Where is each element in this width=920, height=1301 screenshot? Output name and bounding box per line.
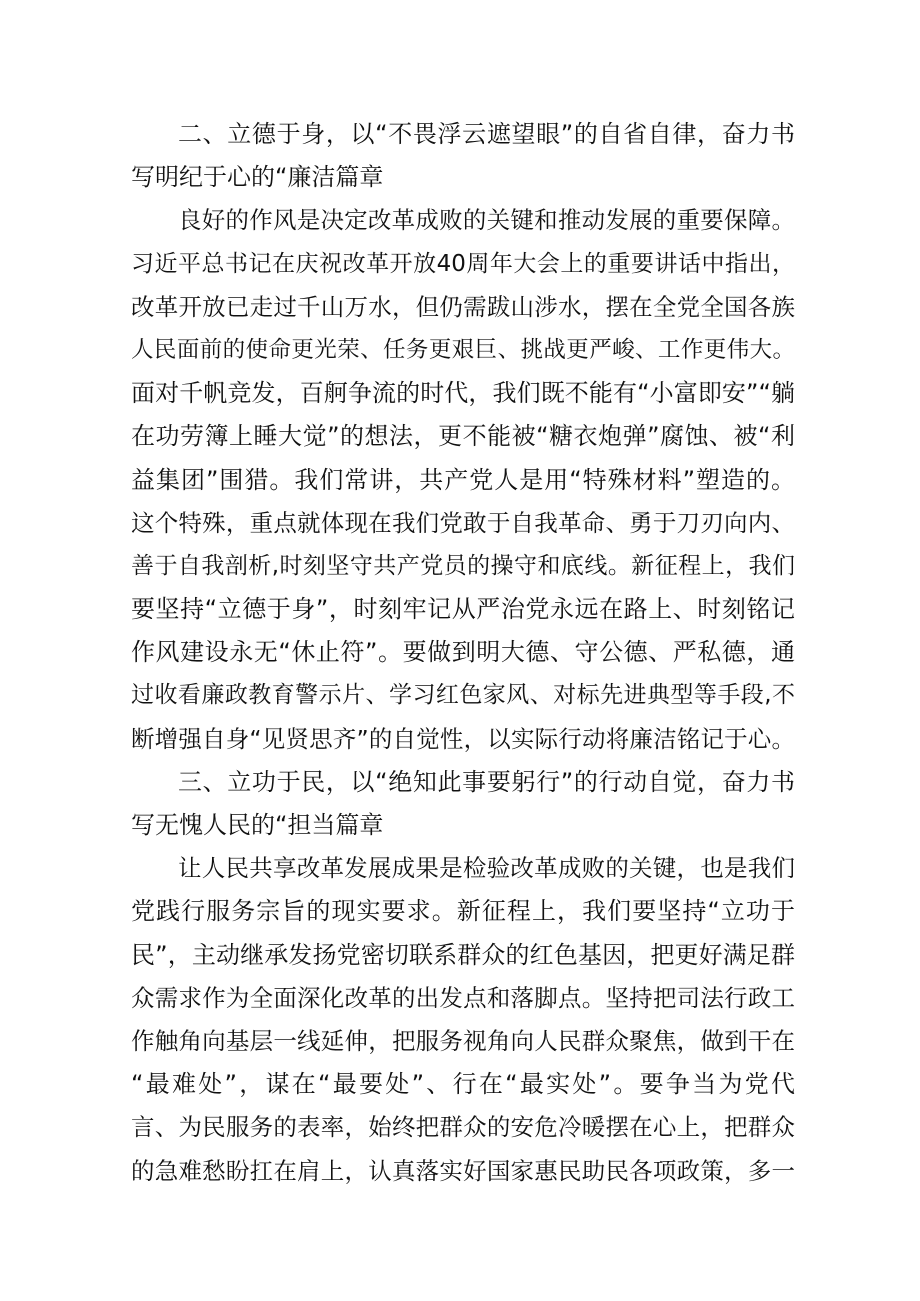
paragraph-line: 的急难愁盼扛在肩上，认真落实好国家惠民助民各项政策，多一: [131, 1156, 795, 1185]
heading-section-three-cont: 写无愧人民的“担当篇章: [131, 811, 384, 839]
paragraph-line: 这个特殊，重点就体现在我们党敢于自我革命、勇于刀刃向内、: [131, 508, 795, 537]
document-body: [131, 113, 795, 1193]
paragraph-line: 民”，主动继承发扬党密切联系群众的红色基因，把更好满足群: [131, 940, 795, 969]
paragraph-line: 要坚持“立德于身”，时刻牢记从严治党永远在路上、时刻铭记: [131, 595, 795, 624]
paragraph-line: 众需求作为全面深化改革的出发点和落脚点。坚持把司法行政工: [131, 983, 795, 1012]
heading-section-two: 二、立德于身，以“不畏浮云遮望眼”的自省自律，奋力书: [178, 120, 795, 148]
paragraph-line: 在功劳簿上睡大觉”的想法，更不能被“糖衣炮弹”腐蚀、被“利: [131, 422, 795, 451]
paragraph-line: 人民面前的使命更光荣、任务更艰巨、挑战更严峻、工作更伟大。: [131, 336, 795, 363]
paragraph-line: “最难处”，谋在“最要处”、行在“最实处”。要争当为党代: [131, 1070, 795, 1099]
paragraph-line: 党践行服务宗旨的现实要求。新征程上，我们要坚持“立功于: [131, 897, 795, 926]
paragraph-line: 过收看廉政教育警示片、学习红色家风、对标先进典型等手段,不: [131, 682, 795, 709]
paragraph-line: 面对千帆竞发，百舸争流的时代，我们既不能有“小富即安”“躺: [131, 379, 795, 408]
heading-section-two-cont: 写明纪于心的“廉洁篇章: [131, 163, 384, 192]
paragraph-line: 习近平总书记在庆祝改革开放40周年大会上的重要讲话中指出，: [131, 250, 795, 277]
paragraph-line: 作风建设永无“休止符”。要做到明大德、守公德、严私德，通: [131, 638, 795, 667]
paragraph-line: 益集团”围猎。我们常讲，共产党人是用“特殊材料”塑造的。: [131, 465, 795, 494]
paragraph-line: 良好的作风是决定改革成败的关键和推动发展的重要保障。: [178, 206, 795, 235]
heading-section-three: 三、立功于民，以“绝知此事要躬行”的行动自觉，奋力书: [178, 767, 795, 796]
paragraph-line: 断增强自身“见贤思齐”的自觉性，以实际行动将廉洁铭记于心。: [131, 724, 795, 753]
paragraph-line: 改革开放已走过千山万水，但仍需跋山涉水，摆在全党全国各族: [131, 292, 795, 321]
paragraph-line: 言、为民服务的表率，始终把群众的安危冷暖摆在心上，把群众: [131, 1113, 795, 1142]
paragraph-line: 让人民共享改革发展成果是检验改革成败的关键，也是我们: [178, 854, 795, 883]
paragraph-line: 作触角向基层一线延伸，把服务视角向人民群众聚焦，做到干在: [131, 1026, 795, 1055]
paragraph-line: 善于自我剖析,时刻坚守共产党员的操守和底线。新征程上，我们: [131, 552, 795, 579]
